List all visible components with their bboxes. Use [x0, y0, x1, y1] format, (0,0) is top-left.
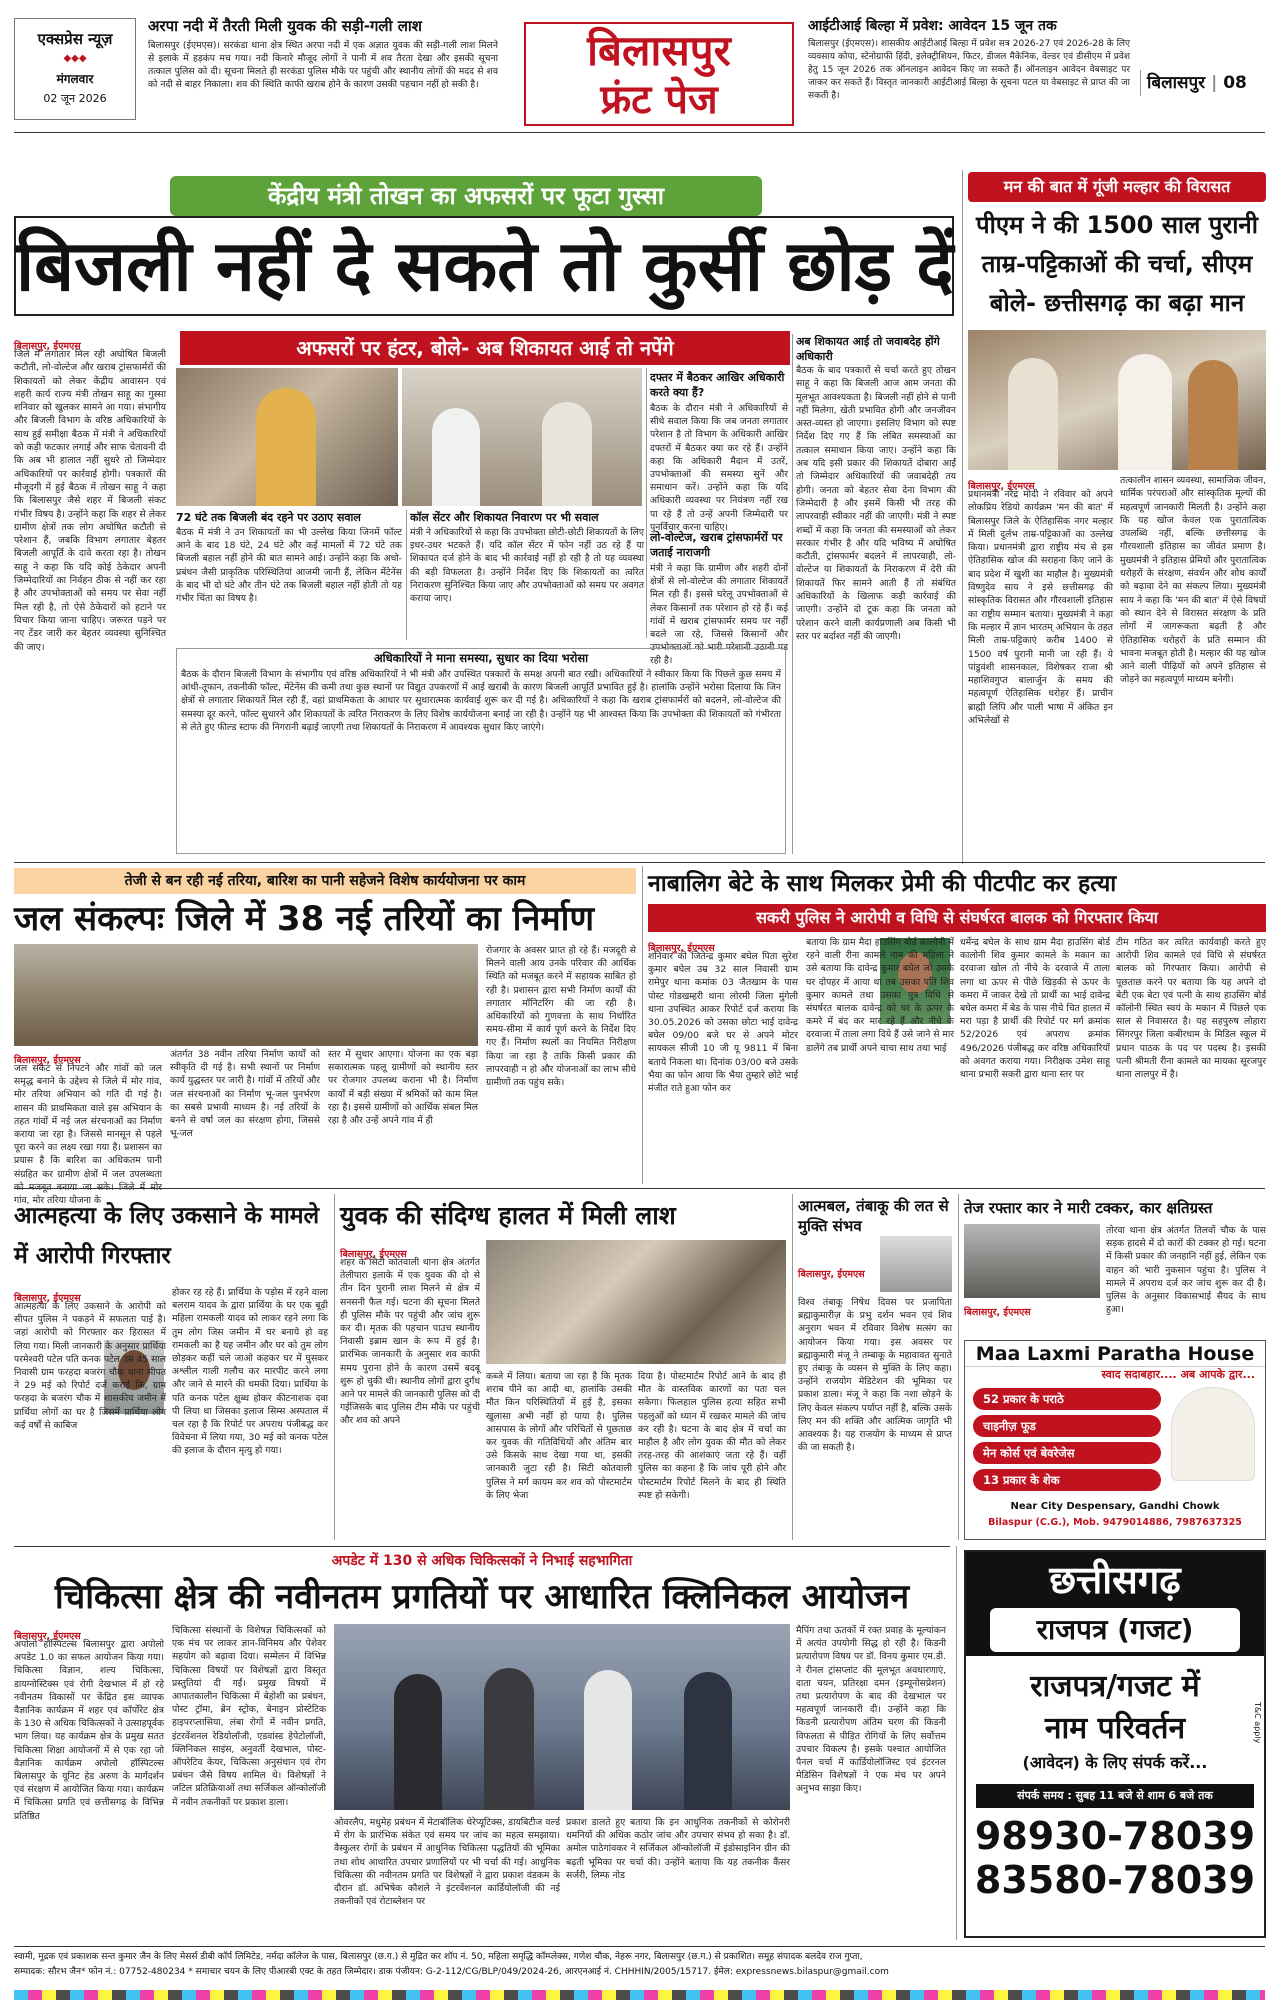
gazette-ad-title1: छत्तीसगढ़ — [1049, 1558, 1181, 1602]
clinical-photo — [334, 1624, 790, 1810]
paratha-ad-tagline: स्वाद सदाबहार.... अब आपके द्वार... — [1101, 1368, 1255, 1381]
water-col2: अंतर्गत 38 नवीन तरिया निर्माण कार्यों को स्वीकृति दी गई है। सभी स्थानों पर निर्माण कार्य युद्धस्तर पर जारी है। गांवों में तरियों और जल संरचनाओं का निर्माण भू-जल पुनर्भरण का सबसे प्रभावी माध्यम है। नई तरियों के बनने से वर्षा जल का संरक्षण होगा, जिससे भू-जल — [170, 1049, 320, 1140]
page-number: 08 — [1223, 73, 1247, 93]
heritage-headline: पीएम ने की 1500 साल पुरानी ताम्र-पट्टिकाओं की चर्चा, सीएम बोले- छत्तीसगढ़ का बढ़ा मान — [976, 211, 1258, 317]
lead-col3 — [650, 370, 788, 667]
water-photo — [14, 944, 478, 1046]
clinical-kicker: अपडेट में 130 से अधिक चिकित्सकों ने निभाई सहभागिता — [331, 1553, 633, 1569]
murder-col2: बताया कि ग्राम मैदा हाउसिंग बोर्ड कालोनी में रहने वाली रीना कामले नाम की महिला ने उसे बताया कि दावेन्द्र कुमार बघेल जो उसके घर दोपहर में आया था तब उसका पति शिव कुमार कामले तथा उसका पुत्र विधि से संघर्षरत बालक दावेन्द्र को घर के ऊपर के कमरे में बंद कर मार रहे हैं और नीचे के दरवाजा में ताला लगा दिये हैं उसे जाने से मार डालेंगे तब प्रार्थी अपने चाचा साथ तथा भाई — [806, 937, 954, 1054]
tobacco-dateline-text: बिलासपुर, ईएमएस — [798, 1269, 865, 1280]
gazette-ad — [964, 1550, 1266, 1938]
photo-figure-9 — [584, 1670, 632, 1810]
gazette-ad-title2: राजपत्र (गजट) — [990, 1608, 1240, 1652]
masthead-brand-box — [14, 18, 136, 120]
photo-figure-5 — [1118, 354, 1172, 470]
paratha-ad-address: Near City Despensary, Gandhi Chowk — [1010, 1501, 1220, 1512]
paratha-ad-item-2: चाइनीज़ फूड — [973, 1415, 1161, 1437]
masthead-title-box — [524, 22, 794, 126]
imprint-line2: सम्पादक: सौरभ जैन* फोन नं.: 07752-480234 * समाचार चयन के लिए पीआरबी एक्ट के तहत जिम्मेदार। डाक पंजीयन: G-2-112/CG/BLP/049/2024-26, आरएनआई नं. CHHHIN/2005/15717. ईमेल: expressnews.bilaspur@gmail.com — [14, 1967, 889, 1977]
tobacco-headline: आत्मबल, तंबाकू की लत से मुक्ति संभव — [798, 1197, 949, 1235]
clinical-col2: चिकित्सा संस्थानों के विशेषज्ञ चिकित्सकों को एक मंच पर लाकर ज्ञान-विनिमय और पेशेवर सहयोग को बढ़ावा दिया। सम्मेलन में विभिन्न चिकित्सा विषयों पर विशेषज्ञों द्वारा विस्तृत प्रस्तुतियां दी गईं। प्रमुख विषयों में आपातकालीन चिकित्सा में बेहोशी का प्रबंधन, पोस्ट ट्रॉमा, ब्रेन स्ट्रोक, बेनाइन प्रोस्टेटिक हाइपरप्लासिया, लंबा रोगों में नवीन प्रगति, इंटरवेंशनल रेडियोलॉजी, एडवांस्ड हेपेटोलॉजी, क्लिनिकल साइंस, अनुवर्ती देखभाल, पोस्ट-ऑपरेटिव केयर, चिकित्सा अनुसंधान एवं रोग प्रबंधन जैसे विषय शामिल थे। विशेषज्ञों ने जटिल प्रतिक्रियाओं तथा सर्जिकल ऑन्कोलॉजी में नवीन तकनीकों पर प्रकाश डाला। — [172, 1625, 326, 1808]
gazette-ad-body2: नाम परिवर्तन — [1044, 1711, 1186, 1746]
lead-cap1-title: 72 घंटे तक बिजली बंद रहने पर उठाए सवाल — [176, 511, 361, 524]
lead-divider-v2 — [406, 510, 407, 640]
paratha-ad-menu — [973, 1388, 1161, 1491]
section-label — [1140, 70, 1268, 96]
masthead-day: मंगलवार — [56, 72, 94, 86]
water-headline: जल संकल्पः जिले में 38 नई तरियों का निर्माण — [14, 899, 595, 939]
gazette-ad-body1: राजपत्र/गजट में — [1030, 1669, 1200, 1704]
murder-subhead: सकरी पुलिस ने आरोपी व विधि से संघर्षरत बालक को गिरफ्तार किया — [648, 904, 1266, 932]
car-body: तोरवा थाना क्षेत्र अंतर्गत तिलवों चौक के पास सड़क हादसे में दो कारों की टक्कर हो गई। घटना में किसी प्रकार की जनहानि नहीं हुई, लेकिन एक वाहन को भारी नुकसान पहुंचा है। पुलिस ने मामले में अपराध दर्ज कर जांच शुरू कर दी है। पुलिस के अनुसार विकासभाई सैयद के साथ हुआ। — [1106, 1225, 1266, 1316]
gazette-ad-timing: संपर्क समय : सुबह 11 बजे से शाम 6 बजे तक — [976, 1784, 1254, 1808]
photo-figure-2 — [432, 408, 480, 506]
lead-body: जिले में लगातार मिल रही अघोषित बिजली कटौती, लो-वोल्टेज और खराब ट्रांसफार्मरों की शिकायतों को लेकर केंद्रीय आवासन एवं शहरी कार्य राज्य मंत्री तोखन साहू का गुस्सा शनिवार को खुलकर सामने आ गया। संभागीय और बिजली विभाग के वरिष्ठ अधिकारियों के साथ हुई समीक्षा बैठक में मंत्री ने अधिकारियों को कड़ी फटकार लगाई और साफ चेतावनी दी कि अब भी हालात नहीं सुधरे तो जिम्मेदार अधिकारियों पर कार्रवाई होगी। पत्रकारों की मौजूदगी में हुई बैठक में तोखन साहू ने कहा कि बिलासपुर जैसे शहर में बिजली संकट गंभीर विषय है। उन्होंने कहा कि शहर से लेकर ग्रामीण क्षेत्रों तक लोग अघोषित कटौती से परेशान हैं, जबकि विभाग लगातार बेहतर बिजली आपूर्ति के दावे करता रहा है। तोखन साहू ने कहा कि यदि कोई ठेकेदार अपनी जिम्मेदारियों का निर्वहन ठीक से नहीं कर रहा है और उपभोक्ताओं को समय पर सेवा नहीं मिल रही है, तो ऐसे ठेकेदारों को हटाने पर विचार किया जाना चाहिए। जरूरत पड़ने पर नए टेंडर जारी कर बेहतर व्यवस्था सुनिश्चित की जाए। — [14, 349, 166, 653]
chef-figure-icon — [1171, 1387, 1255, 1481]
masthead-date: 02 जून 2026 — [43, 92, 107, 105]
lead-cap1 — [176, 510, 402, 640]
right-column-divider — [962, 170, 963, 864]
heritage-photo — [968, 330, 1266, 470]
suicide-dateline-text: बिलासपुर, ईएमएस — [14, 1293, 81, 1304]
photo-figure-10 — [684, 1672, 732, 1810]
brand-name: एक्सप्रेस न्यूज़ — [37, 30, 113, 48]
registration-marks — [14, 1990, 1265, 2000]
heritage-dateline-text: बिलासपुर, ईएमएस — [968, 481, 1035, 492]
clinical-headline: चिकित्सा क्षेत्र की नवीनतम प्रगतियों पर आधारित क्लिनिकल आयोजन — [54, 1577, 910, 1617]
clinical-col4: प्रकाश डालते हुए बताया कि इन आधुनिक तकनीकों से कोरोनरी धमनियों की अधिक कठोर जांच और उपचार संभव हो सका है। डॉ. अमोल पाठेगांवकर ने सर्जिकल ऑन्कोलॉजी में इंडोसाइनिन ग्रीन की बढ़ती भूमिका पर चर्चा की। उन्होंने बताया कि यह तकनीक कैंसर सर्जरी, लिम्फ नोड — [566, 1817, 790, 1881]
lead-divider-v1 — [646, 368, 647, 638]
lead-box — [176, 648, 786, 854]
top-right-body: बिलासपुर (ईएमएस)। शासकीय आईटीआई बिल्हा में प्रवेश सत्र 2026-27 एवं 2026-28 के लिए व्यवसाय कोपा, स्टेनोग्राफी हिंदी, इलेक्ट्रीशियन, फिटर, डीजल मैकेनिक, वेल्डर एवं डीसीएम में प्रवेश हेतु 15 जून 2026 तक ऑनलाइन आवेदन किए जा सकते हैं। ऑनलाइन आवेदन वेबसाइट पर जाकर कर सकते हैं। विस्तृत जानकारी आईटीआई बिल्हा के सूचना पटल या वेबसाइट से प्राप्त की जा सकती है। — [808, 39, 1130, 102]
top-right-story — [808, 18, 1130, 122]
murder-dateline-text: बिलासपुर, ईएमएस — [648, 943, 715, 954]
gazette-ad-tc: T&C apply — [1253, 1702, 1262, 1744]
top-left-story — [148, 18, 498, 122]
gazette-ad-body3: (आवेदन) के लिए संपर्क करें... — [1022, 1753, 1208, 1772]
clinical-col5: मैपिंग तथा ऊतकों में रक्त प्रवाह के मूल्यांकन में अत्यंत उपयोगी सिद्ध हो रही है। किडनी प्रत्यारोपण विषय पर डॉ. विनय कुमार एम.डी. ने रीनल ट्रांसप्लांट की मूलभूत अवधारणाएं, दाता चयन, प्रतिरक्षा दमन (इम्यूनोसप्रेशन) तथा प्रत्यारोपण के बाद की देखभाल पर महत्वपूर्ण जानकारी दी। उन्होंने कहा कि किडनी प्रत्यारोपण अंतिम चरण की किडनी विफलता से पीड़ित रोगियों के लिए सर्वोत्तम उपचार विकल्प है। इसके पश्चात आयोजित पैनल चर्चा में कार्डियोलॉजिस्ट एवं इंटरनल मेडिसिन विशेषज्ञों ने एक मंच पर अपने अनुभव साझा किए। — [796, 1625, 946, 1795]
photo-figure-3 — [542, 402, 592, 506]
gazette-ad-phone1: 98930-78039 — [974, 1814, 1256, 1858]
tobacco-photo — [880, 1236, 952, 1292]
suicide-divider — [334, 1194, 335, 1540]
top-right-headline: आईटीआई बिल्हा में प्रवेश: आवेदन 15 जून तक — [808, 18, 1057, 34]
paratha-ad — [964, 1340, 1266, 1540]
clinical-col3: ओवरलैप, मधुमेह प्रबंधन में मेटाबॉलिक थेरेप्यूटिक्स, डायबिटीज वर्ल्ड में रोग के प्रारंभिक संकेत एवं समय पर जांच का महत्व समझाया। वैस्कुलर रोगों के प्रबंधन में आधुनिक चिकित्सा पद्धतियों की भूमिका तथा शोध आधारित उपचार प्रणालियों पर भी चर्चा की गई। आधुनिक चिकित्सा की नवीनतम प्रगति पर विशेषज्ञों ने द्वारा प्रकाश वंडकम के दौरान डॉ. अभिषेक कौशले ने इंटरवेंशनल कार्डियोलॉजी की नई तकनीकों एवं रोटाब्लेशन पर — [334, 1817, 560, 1908]
tobacco-body: विश्व तंबाकू निषेध दिवस पर प्रजापिता ब्रह्माकुमारीज़ के प्रभु दर्शन भवन एवं शिव अनुराग भवन में रविवार विशेष सत्संग का आयोजन किया गया। इस अवसर पर ब्रह्माकुमारी मंजू ने तम्बाकू के महावावत सुनाते हुए तंबाकू के व्यसन से मुक्ति के लिए कहा। उन्होंने राजयोग मेडिटेशन की भूमिका पर प्रकाश डाला। मंजू ने कहा कि नशा छोड़ने के लिए केवल संकल्प पर्याप्त नहीं है, बल्कि उसके लिए मन की शक्ति और आत्मिक जागृति भी आवश्यक है। यह राजयोग के माध्यम से प्राप्त की जा सकती है। — [798, 1297, 952, 1454]
photo-figure — [256, 388, 316, 506]
heritage-body1: प्रधानमंत्री नरेंद्र मोदी ने रविवार को अपने लोकप्रिय रेडियो कार्यक्रम 'मन की बात' में बिलासपुर जिले के ऐतिहासिक नगर मल्हार में मिली दुर्लभ ताम्र-पट्टिकाओं का उल्लेख किया। प्रधानमंत्री द्वारा राष्ट्रीय मंच से इस ऐतिहासिक खोज की सराहना किए जाने के बाद प्रदेश में खुशी का माहौल है। मुख्यमंत्री विष्णुदेव साय ने इसे छत्तीसगढ़ की सांस्कृतिक विरासत और गौरवशाली इतिहास का राष्ट्रीय सम्मान बताया। मुख्यमंत्री ने कहा कि मल्हार में ज्ञान भारतम् अभियान के तहत मिली ताम्र-पट्टिकाएं करीब 1400 से 1500 वर्ष पुरानी मानी जा रही हैं। ये पांडुवंशी शासनकाल, विशेषकर राजा श्री महाशिवगुप्त बालार्जुन के समय की महत्वपूर्ण ऐतिहासिक धरोहर हैं। प्राचीन ब्राह्मी लिपि और पाली भाषा में अंकित इन अभिलेखों से — [968, 489, 1113, 727]
section-name: बिलासपुर — [1147, 73, 1206, 93]
heritage-body2: तत्कालीन शासन व्यवस्था, सामाजिक जीवन, धार्मिक परंपराओं और सांस्कृतिक मूल्यों की महत्वपूर्ण जानकारी मिलती है। उन्होंने कहा कि यह खोज केवल एक पुरातात्विक उपलब्धि नहीं, बल्कि छत्तीसगढ़ के गौरवशाली इतिहास का जीवंत प्रमाण है। मुख्यमंत्री ने इतिहास प्रेमियों और पुरातात्विक धरोहरों के संरक्षण, संवर्धन और शोध कार्यों को बढ़ावा देने का संकल्प लिया। मुख्यमंत्री साय ने कहा कि 'मन की बात' में ऐसे विषयों को स्थान देने से विरासत संरक्षण के प्रति लोगों में जागरूकता बढ़ती है और ऐतिहासिक धरोहरों के प्रति सम्मान की भावना मजबूत होती है। मल्हार की यह खोज आने वाली पीढ़ियों को अपने इतिहास से जोड़ने का महत्वपूर्ण माध्यम बनेगी। — [1120, 475, 1266, 686]
lead-side — [796, 334, 956, 854]
gazette-ad-phone2: 83580-78039 — [974, 1858, 1256, 1902]
masthead-divider — [14, 132, 1265, 133]
photo-figure-7 — [394, 1674, 442, 1810]
top-left-body: बिलासपुर (ईएमएस)। सरकंडा थाना क्षेत्र स्थित अरपा नदी में एक अज्ञात युवक की सड़ी-गली लाश मिलने से इलाके में हड़कंप मच गया। नदी किनारे मौजूद लोगों ने पानी में शव तैरता देखा और इसकी सूचना तत्काल पुलिस को दी। सूचना मिलते ही सरकंडा पुलिस मौके पर पहुंची और स्थानीय लोगों की मदद से शव को नदी से बाहर निकाला। शव की स्थिति काफी खराब होने के कारण उसकी पहचान नहीं हो सकी है। — [148, 40, 498, 91]
lead-dateline-text: बिलासपुर, ईएमएस — [14, 341, 81, 352]
corpse-photo — [486, 1240, 786, 1364]
lead-kicker: केंद्रीय मंत्री तोखन का अफसरों पर फूटा गुस्सा — [170, 176, 762, 216]
lead-cap1-body: बैठक में मंत्री ने उन शिकायतों का भी उल्लेख किया जिनमें फॉल्ट आने के बाद 18 घंटे, 24 घंटे और कई मामलों में 72 घंटे तक बिजली बहाल नहीं होने की बात सामने आई। उन्होंने कहा कि अधो-प्रबंधन जैसी प्राकृतिक परिस्थितियां आजमी जानी हैं, लेकिन मेंटेनेंस के बाद भी दो घंटे और तीन घंटे तक बिजली बहाल नहीं होती तो यह गंभीर चिंता का विषय है। — [176, 527, 402, 605]
corpse-body1: शहर के सिटी कोतवाली थाना क्षेत्र अंतर्गत तेलीपारा इलाके में एक युवक की दो से तीन दिन पुरानी लाश मिलने से क्षेत्र में सनसनी फैल गई। घटना की सूचना मिलते ही पुलिस मौके पर पहुंची और जांच शुरू कर दी। मृतक की पहचान पाउच स्थानीय निवासी इब्राम खान के रूप में हुई है। प्रारंभिक जानकारी के अनुसार शव काफी समय पुराना होने के कारण उसमें बदबू शुरू हो चुकी थी। स्थानीय लोगों द्वारा दुर्गंध आने पर मामले की जानकारी पुलिस को दी गईजिसके बाद पुलिस टीम मौके पर पहुंची और शव को अपने — [340, 1257, 480, 1427]
clinical-divider — [956, 1546, 957, 1940]
corpse-dateline-text: बिलासपुर, ईएमएस — [340, 1249, 407, 1260]
suicide-body1: आत्महत्या के लिए उकसाने के आरोपी को सीपत पुलिस ने पकड़ने में सफलता पाई है। जहां आरोपी को गिरफ्तार कर हिरासत में लिया गया। मिली जानकारी के अनुसार प्रार्थिया परमेश्वरी पटेल पति कनक पटेल उम्र 45 साल निवासी ग्राम फरहदा बजरंग चौक थाना सीपत ने 29 मई को रिपोर्ट दर्ज कराई कि, ग्राम फरहदा के बजरंग चौक में शासकीय जमीन में प्रार्थिया लोगों का घर है जिसमें प्रार्थिया लोग कई वर्षों से काबिज — [14, 1301, 166, 1431]
water-kicker: तेजी से बन रही नई तरिया, बारिश का पानी सहेजने विशेष कार्ययोजना पर काम — [14, 868, 636, 894]
imprint-divider — [14, 1946, 1265, 1947]
lead-cap2-title: कॉल सेंटर और शिकायत निवारण पर भी सवाल — [410, 511, 599, 524]
paratha-ad-item-1: 52 प्रकार के पराठे — [973, 1388, 1161, 1410]
clinical-dateline-text: बिलासपुर, ईएमएस — [14, 1631, 81, 1642]
top-left-headline: अरपा नदी में तैरती मिली युवक की सड़ी-गली लाश — [148, 17, 422, 35]
murder-col3: धर्मेन्द्र बघेल के साथ ग्राम मैदा हाउसिंग बोर्ड कालोनी शिव कुमार कामले के मकान का दरवाजा खोल तो नीचे के दरवाजे में ताला लगा था ऊपर से पीछे खिड़की से ऊपर के कमरा में जाकर देखे तो प्रार्थी का भाई दावेन्द्र बघेल कमरा में बेड के पास नीचे चित हालत में मरा पड़ा है प्रार्थी की रिपोर्ट पर मर्ग क्रमांक 52/2026 एवं अपराध क्रमांक 496/2026 पंजीबद्ध कर वरिष्ठ अधिकारियों को अवगत कराया गया। निरीक्षक उमेश साहू थाना प्रभारी सकरी द्वारा थाना स्तर पर — [960, 937, 1110, 1081]
lead-side-title: अब शिकायत आई तो जवाबदेह होंगे अधिकारी — [796, 335, 940, 363]
car-dateline-text: बिलासपुर, ईएमएस — [964, 1307, 1031, 1318]
corpse-divider — [792, 1194, 793, 1540]
corpse-headline: युवक की संदिग्ध हालत में मिली लाश — [340, 1201, 676, 1230]
lead-photo-meeting — [402, 368, 642, 506]
paratha-ad-item-3: मेन कोर्स एवं बेवरेजेस — [973, 1442, 1161, 1464]
lead-col3-title2: लो-वोल्टेज, खराब ट्रांसफार्मरों पर जताई नाराजगी — [650, 531, 783, 559]
lead-box-title: अधिकारियों ने माना समस्या, सुधार का दिया भरोसा — [373, 651, 589, 665]
water-murder-divider — [642, 866, 643, 1184]
clinical-col1: अपोलो हॉस्पिटल्स बिलासपुर द्वारा अपोलो अपडेट 1.0 का सफल आयोजन किया गया। चिकित्सा विज्ञान, शल्य चिकित्सा, डायग्नोस्टिक्स एवं रोगी देखभाल में हो रहे नवीनतम विकासों पर केंद्रित इस व्यापक वैज्ञानिक कार्यक्रम में शहर एवं कॉर्पोरेट क्षेत्र के 130 से अधिक चिकित्सकों ने उत्साहपूर्वक भाग लिया। यह कार्यक्रम क्षेत्र के प्रमुख सतत चिकित्सा शिक्षा आयोजनों में से एक रहा जो वैज्ञानिक कार्यक्रम अपोलो हॉस्पिटल्स बिलासपुर के यूनिट हेड अरुण के मार्गदर्शन एवं संरक्षण में आयोजित किया गया। कार्यक्रम में चिकित्सा प्रगति एवं छत्तीसगढ़ के विभिन्न प्रतिष्ठित — [14, 1639, 164, 1822]
car-photo — [964, 1224, 1100, 1298]
photo-figure-8 — [484, 1668, 534, 1810]
section-divider-2 — [14, 1188, 1265, 1189]
murder-headline: नाबालिग बेटे के साथ मिलकर प्रेमी की पीटपीट कर हत्या — [648, 871, 1117, 897]
suicide-body2: होकर रह रहे हैं। प्रार्थिया के पड़ोस में रहने वाला बलराम यादव के द्वारा प्रार्थिया के घर एक बूढ़ी महिला रामकली यादव को लाकर रहने लगा कि तुम लोग जिस जमीन में घर बनाये हो वह रामकली का है यह जमीन और घर को तुम लोग छोड़कर कहीं चले जाओ कहकर घर में घुसकर अश्लील गाली गलौच कर मारपीट करने लगा और जाने से मारने की धमकी दिया। प्रार्थिया के पति कनक पटेल क्षुब्ध होकर कीटनाशक दवा पी लिया था जिसका इलाज सिम्स अस्पताल में चल रहा है कि रिपोर्ट पर अपराध पंजीबद्ध कर विवेचना में लिया गया, 30 मई को कनक पटेल की इलाज के दौरान मृत्यु हो गया। — [172, 1287, 328, 1457]
lead-col3-body: बैठक के दौरान मंत्री ने अधिकारियों से सीधे सवाल किया कि जब जनता लगातार परेशान है तो विभाग के अधिकारी आखिर दफ्तरों में बैठकर क्या कर रहे हैं। उन्होंने कहा कि अधिकारी मैदान में उतरें, उपभोक्ताओं की समस्या सुनें और समाधान करें। उन्होंने कहा कि यदि अधिकारी व्यवस्था पर नियंत्रण नहीं रख पा रहे हैं तो उन्हें अपनी जिम्मेदारी पर पुनर्विचार करना चाहिए। — [650, 403, 788, 533]
paratha-ad-item-4: 13 प्रकार के शेक — [973, 1469, 1161, 1491]
lead-subhead: अफसरों पर हंटर, बोले- अब शिकायत आई तो नपेंगे — [180, 331, 790, 365]
water-col3: स्तर में सुधार आएगा। योजना का एक बड़ा सकारात्मक पहलू ग्रामीणों को स्थानीय स्तर पर रोजगार उपलब्ध कराना भी है। निर्माण कार्यों में बड़ी संख्या में श्रमिकों को काम मिल रहा है। इससे ग्रामीणों को आर्थिक संबल मिल रहा है और उन्हें अपने गांव में ही — [328, 1049, 478, 1127]
paratha-ad-contact: Bilaspur (C.G.), Mob. 9479014886, 7987637325 — [988, 1517, 1242, 1528]
water-col1: जल संकट से निपटने और गांवों को जल समृद्ध बनाने के उद्देश्य से जिले में मोर गांव, मोर तरिया अभियान को गति दी गई है। शासन की प्राथमिकता वाले इस अभियान के तहत गांवों में नई जल संरचनाओं का निर्माण कराया जा रहा है। जिससे मानसून से पहले पूरा करने का लक्ष्य रखा गया है। प्रशासन का प्रयास है कि बारिश का अधिकतम पानी संग्रहित कर ग्रामीण क्षेत्रों में जल उपलब्धता गांव, मोर तरिया योजना के — [14, 1063, 162, 1207]
photo-figure-6 — [1188, 360, 1238, 470]
lead-headline: बिजली नहीं दे सकते तो कुर्सी छोड़ दें — [14, 216, 954, 316]
lead-col3-title: दफ्तर में बैठकर आखिर अधिकारी करते क्या हैं? — [650, 371, 785, 399]
lead-divider-v3 — [792, 334, 793, 854]
murder-col1: शनिवार को जितेन्द्र कुमार बघेल पिता सुरेश कुमार बघेल उम्र 32 साल निवासी ग्राम रामेपुर थाना कमांक 03 जैतखाम के पास पोस्ट गोडखम्हरी थाना लोरमी जिला मुंगेली थाना उपस्थित आकर रिपोर्ट दर्ज कराया कि 30.05.2026 को उसका छोटा भाई दावेन्द्र बघेल 09/00 बजे घर से अपने मोटर सायकल सीजी 10 जी यू 9811 में बिना बताये निकला था। दिनांक 03/00 बजे उसके भैया का फोन आया कि भैया तुम्हारे छोटे भाई मंजीत राते हुआ फोन कर — [648, 951, 798, 1095]
corpse-body3: दिया है। पोस्टमार्टम रिपोर्ट आने के बाद ही मौत के वास्तविक कारणों का पता चल सकेगा। फिलहाल पुलिस हत्या सहित सभी पहलुओं को ध्यान में रखकर मामले की जांच कर रही है। घटना के बाद क्षेत्र में चर्चा का माहौल है और लोग युवक की मौत को लेकर तरह-तरह की आशंकाएं जता रहे हैं। वहीं पुलिस का कहना है कि जांच पूरी होने और पोस्टमार्टम रिपोर्ट मिलने के बाद ही स्थिति स्पष्ट हो सकेगी। — [638, 1371, 786, 1501]
imprint — [14, 1950, 1265, 1984]
lead-col3-body2: मंत्री ने कहा कि ग्रामीण और शहरी दोनों क्षेत्रों से लो-वोल्टेज की लगातार शिकायतें मिल रही हैं। इससे घरेलू उपभोक्ताओं से लेकर किसानों तक परेशान हो रहे हैं। कई गांवों में खराब ट्रांसफार्मर समय पर नहीं बदले जा रहे, जिससे किसानों और उपभोक्ताओं को भारी परेशानी उठानी पड़ रही है। — [650, 563, 788, 667]
suicide-headline: आत्महत्या के लिए उकसाने के मामले में आरोपी गिरफ्तार — [14, 1203, 320, 1269]
gazette-ad-head — [966, 1552, 1264, 1656]
masthead-title-line1: बिलासपुर — [587, 26, 731, 75]
section-divider-3 — [14, 1546, 950, 1547]
brand-divider-icon: ◆◆◆ — [63, 53, 87, 64]
lead-cap2 — [410, 510, 644, 640]
tobacco-divider — [958, 1194, 959, 1540]
masthead-title-line2: फ्रंट पेज — [600, 77, 718, 123]
car-dateline — [964, 1300, 1031, 1319]
lead-cap2-body: मंत्री ने अधिकारियों से कहा कि उपभोक्ता छोटी-छोटी शिकायतों के लिए इधर-उधर भटकते हैं। यदि कॉल सेंटर में फोन नहीं उठ रहे हैं या शिकायत दर्ज होने के बाद भी कार्रवाई नहीं हो रही है तो यह व्यवस्था की बड़ी विफलता है। उन्होंने निर्देश दिए कि शिकायतों का त्वरित निराकरण सुनिश्चित किया जाए और उपभोक्ताओं को समय पर अवगत कराया जाए। — [410, 527, 644, 605]
murder-col4: टीम गठित कर त्वरित कार्यवाही करते हुए आरोपी शिव कामले एवं विधि से संघर्षरत बालक को गिरफ्तार किया। आरोपी से पूछताछ करने पर बताया कि यह अपने दो बेटी एक बेटा एवं पत्नी के साथ हाउसिंग बोर्ड कॉलोनी स्थित स्वयं के मकान में पिछले एक साल से निवासरत है। यह सहपुरुष लोहारा सिंगरपुर जिला कबीरधाम के मिडिल स्कूल में प्रधान पाठक के पद पर पदस्थ है। इसकी पत्नी श्रीमती रीना कामले का मायका सूरजपुर थाना लालपुर में है। — [1116, 937, 1266, 1081]
imprint-line1: स्वामी, मुद्रक एवं प्रकाशक सन्त कुमार जैन के लिए मेसर्स डीबी कॉर्प लिमिटेड, नर्मदा कॉलेज के पास, बिलासपुर (छ.ग.) से मुद्रित कर शॉप नं. 50, महिला समृद्धि कॉम्प्लेक्स, गणेश चौक, नेहरू नगर, बिलासपुर (छ.ग.) से प्रकाशित। समूह संपादक बलदेव राज गुप्ता, — [14, 1952, 863, 1962]
section-divider-1 — [14, 862, 1265, 863]
lead-side-body: बैठक के बाद पत्रकारों से चर्चा करते हुए तोखन साहू ने कहा कि बिजली आज आम जनता की मूलभूत आवश्यकता है। बिजली नहीं होने से पानी नहीं मिलेगा, खेती प्रभावित होगी और जनजीवन अस्त-व्यस्त हो जाएगा। इसलिए विभाग को स्पष्ट निर्देश दिए गए हैं कि लंबित समस्याओं का तत्काल समाधान किया जाए। उन्होंने कहा कि अब यदि इसी प्रकार की शिकायतें दोबारा आईं तो जिम्मेदार अधिकारियों की जवाबदेही तय होगी। जनता को बेहतर सेवा देना विभाग की जिम्मेदारी है और इसमें किसी भी तरह की लापरवाही स्वीकार नहीं की जाएगी। मंत्री ने स्पष्ट शब्दों में कहा कि जनता की समस्याओं को लेकर सरकार गंभीर है और यदि भविष्य में अघोषित कटौती, ट्रांसफार्मर बदलने में लापरवाही, लो-वोल्टेज या शिकायतों के निराकरण में देरी की शिकायतें फिर सामने आती हैं तो संबंधित अधिकारियों के खिलाफ कड़ी कार्रवाई की जाएगी। उन्होंने दो टूक कहा कि जनता को परेशान करने वाली कार्यप्रणाली अब किसी भी स्तर पर बर्दाश्त नहीं की जाएगी। — [796, 365, 956, 642]
lead-box-body: बैठक के दौरान बिजली विभाग के संभागीय एवं वरिष्ठ अधिकारियों ने भी मंत्री और उपस्थित पत्रकारों के समक्ष अपनी बात रखी। अधिकारियों ने स्वीकार किया कि पिछले कुछ समय में आंधी-तूफान, तकनीकी फॉल्ट, मेंटेनेंस की कमी तथा कुछ स्थानों पर विद्युत उपकरणों में आई खराबी के कारण बिजली आपूर्ति प्रभावित हुई है। हालांकि उन्होंने भरोसा दिलाया कि जिन क्षेत्रों से लगातार शिकायतें मिल रही हैं, वहां प्राथमिकता के आधार पर सुधारात्मक कार्यवाई शुरू कर दी गई है। अधिकारियों ने कहा कि खराब ट्रांसफार्मरों को बदलने, लो-वोल्टेज की समस्या दूर करने, फॉल्ट सुधारने और शिकायतों के त्वरित निराकरण के लिए विशेष कार्ययोजना बनाई जा रही है। उन्होंने यह भी आश्वस्त किया कि उपभोक्ता की शिकायतों को गंभीरता से लेते हुए फील्ड स्टाफ की निगरानी बढ़ाई जाएगी तथा शिकायतों के निराकरण में आवश्यक सुधार किए जाएंगे। — [181, 669, 781, 733]
water-col4: रोजगार के अवसर प्राप्त हो रहे हैं। मजदूरी से मिलने वाली आय उनके परिवार की आर्थिक स्थिति को मजबूत करने में सहायक साबित हो रही है। प्रशासन द्वारा सभी निर्माण कार्यों की लगातार मॉनिटरिंग की जा रही है। अधिकारियों को गुणवत्ता के साथ निर्धारित समय-सीमा में कार्य पूर्ण करने के निर्देश दिए गए हैं। निर्माण स्थलों का नियमित निरीक्षण किया जा रहा है ताकि किसी प्रकार की लापरवाही न हो और योजनाओं का लाभ सीधे ग्रामीणों तक पहुंच सके। — [486, 945, 636, 1089]
water-dateline-text: बिलासपुर, ईएमएस — [14, 1055, 81, 1066]
paratha-ad-title: Maa Laxmi Paratha House — [965, 1341, 1265, 1367]
photo-figure-4 — [1008, 358, 1058, 470]
tobacco-dateline — [798, 1262, 865, 1281]
lead-photo-minister — [176, 368, 398, 506]
car-headline: तेज रफ्तार कार ने मारी टक्कर, कार क्षतिग्रस्त — [964, 1199, 1213, 1217]
heritage-kicker: मन की बात में गूंजी मल्हार की विरासत — [968, 172, 1266, 202]
section-separator: | — [1211, 73, 1224, 93]
corpse-body2: कब्जे में लिया। बताया जा रहा है कि मृतक शराब पीने का आदी था, हालांकि उसकी मौत किन परिस्थितियों में हुई है, इसका खुलासा अभी नहीं हो पाया है। पुलिस आसपास के लोगों और परिचितों से पूछताछ कर युवक की गतिविधियों और अंतिम बार उसे किसके साथ देखा गया था, इसकी जानकारी जुटा रही है। सिटी कोतवाली पुलिस ने मर्ग कायम कर शव को पोस्टमार्टम के लिए भेजा — [486, 1371, 632, 1501]
